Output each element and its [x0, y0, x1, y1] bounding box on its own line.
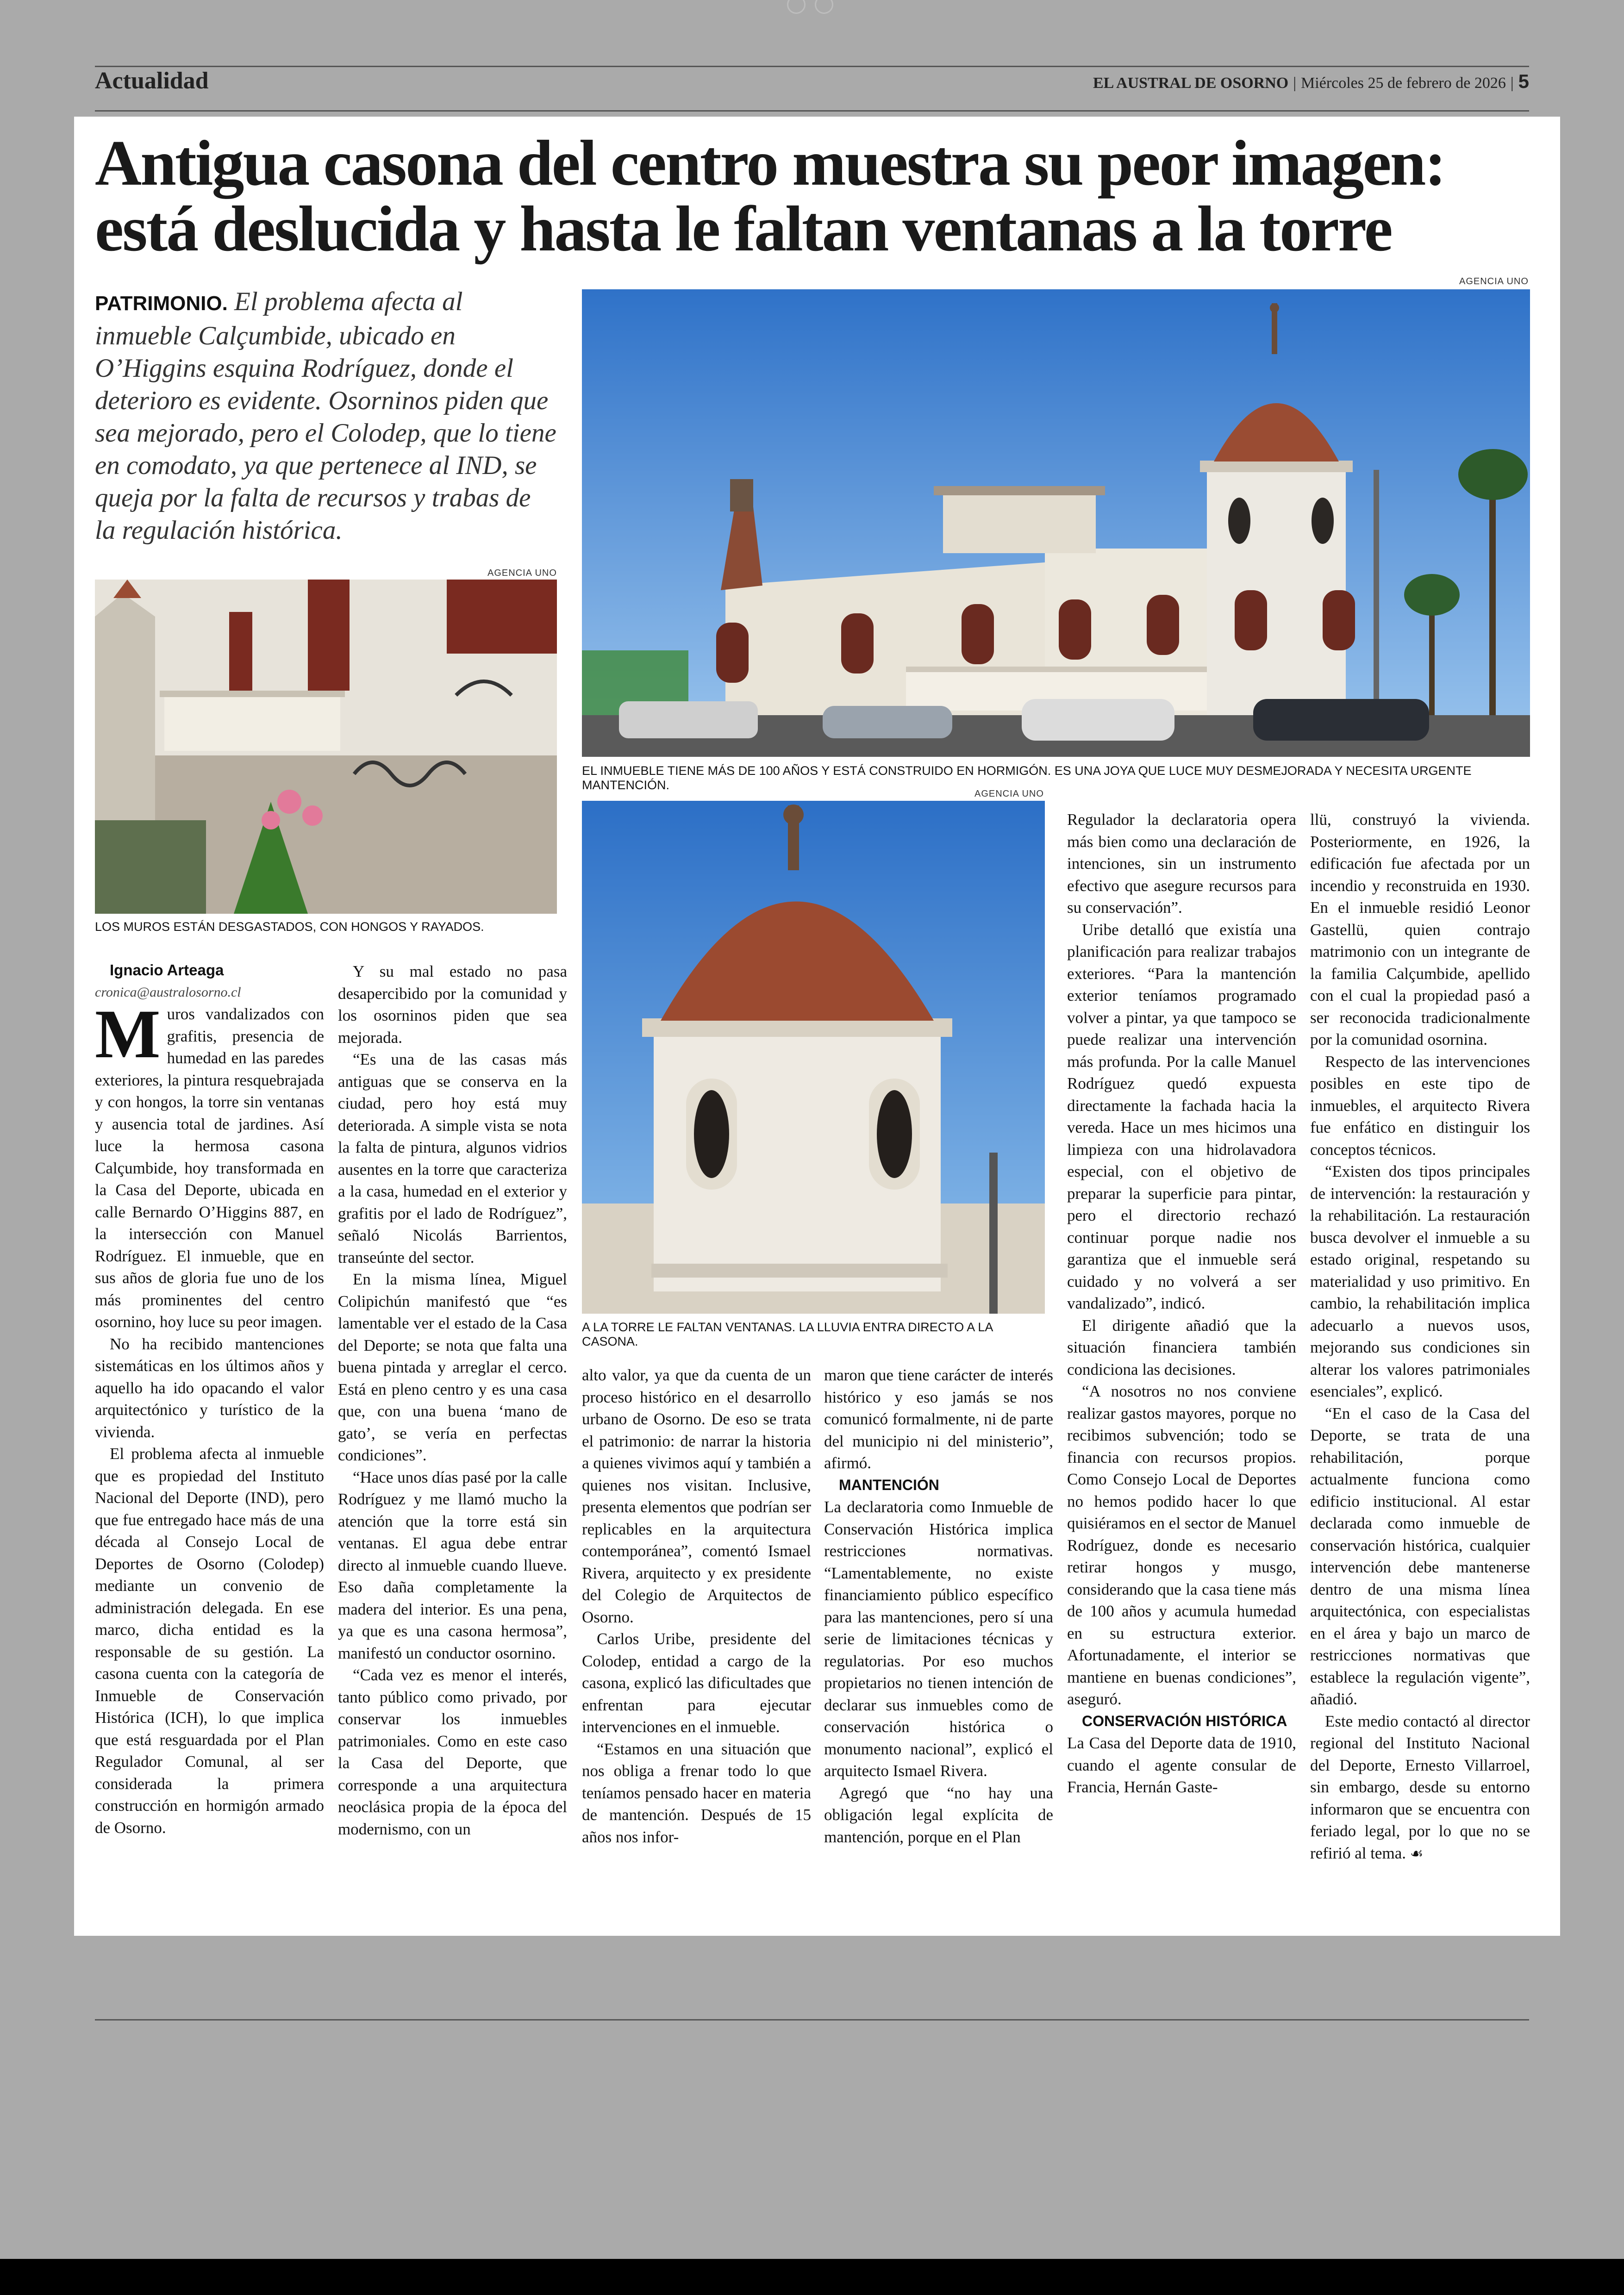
page-bottom-rule — [95, 2019, 1529, 2021]
dot-icon[interactable] — [787, 0, 806, 14]
subhead-conservacion: CONSERVACIÓN HISTÓRICA — [1082, 1712, 1287, 1729]
body-paragraph: “A nosotros no nos conviene realizar gastos mayores, porque no recibimos subvención; todo se financia con recursos propios. Como Consejo Local de Deportes no hemos podido hacer lo que quisiéramos en el sector de Manuel Rodríguez, donde es necesario retirar hongos y musgo, considerando que la casa tiene más de 100 años y acumula humedad en su estructura exterior. Afortunadamente, el interior se mantiene en buenas condiciones”, aseguró. — [1067, 1382, 1296, 1708]
kicker: PATRIMONIO. — [95, 292, 228, 315]
building-illustration — [582, 289, 1530, 757]
body-paragraph: “Estamos en una situación que nos obliga a frenar todo lo que teníamos pensado hacer en materia de mantención. Después de 15 años nos infor- — [582, 1740, 811, 1846]
lead-paragraph — [95, 286, 558, 547]
body-paragraph: La declaratoria como Inmueble de Conservación Histórica implica restricciones normativas. “Lamentablemente, no existe financiamiento público específico para las mantenciones, pero sí una serie de limitaciones técnicas y regulatorias. Por eso muchos propietarios no tienen intención de declarar sus inmuebles como de conservación histórica o monumento nacional”, explicó el arquitecto Ismael Rivera. — [824, 1498, 1053, 1780]
body-column-5 — [1067, 809, 1296, 1798]
drop-cap: M — [95, 996, 161, 1073]
body-paragraph: “Existen dos tipos principales de intervención: la restauración y la rehabilitación. La restauración busca devolver el inmueble a su estado original, respetando su materialidad y uso primitivo. En cambio, la rehabilitación implica adecuarlo a nuevos usos, mejorando sus condiciones sin alterar los valores patrimoniales esenciales”, explicó. — [1310, 1162, 1530, 1400]
body-column-6 — [1310, 809, 1530, 1865]
body-paragraph: El dirigente añadió que la situación financiera también condiciona las decisiones. — [1067, 1316, 1296, 1378]
body-paragraph: “En el caso de la Casa del Deporte, se trata de una rehabilitación, porque actualmente funciona como edificio institucional. Al estar declarada como inmueble de conservación histórica, cualquier intervención debe mantenerse dentro de una misma línea arquitectónica, con especialistas en el área y bajo un marco de restricciones normativas que establece la regulación vigente”, añadió. — [1310, 1404, 1530, 1708]
left-photo-caption: LOS MUROS ESTÁN DESGASTADOS, CON HONGOS Y RAYADOS. — [95, 920, 484, 934]
body-paragraph: maron que tiene carácter de interés histórico y eso jamás se nos comunicó formalmente, ni de parte del municipio ni del ministerio”, afirmó. — [824, 1366, 1053, 1472]
wall-illustration — [95, 580, 557, 914]
paragraph-text: Este medio contactó al director regional del Instituto Nacional del Deporte, Ernesto Villarroel, sin embargo, desde su entorno informaron que se encuentra con feriado legal, por lo que no se refirió al tema. — [1310, 1712, 1530, 1862]
byline-author: Ignacio Arteaga — [110, 961, 224, 979]
subhead-mantencion: MANTENCIÓN — [839, 1476, 939, 1493]
headline-line-1: Antigua casona del centro muestra su peor imagen: — [95, 127, 1445, 199]
body-column-1 — [95, 959, 324, 1839]
viewer-bottom-bar — [0, 2259, 1624, 2295]
headline — [95, 127, 1539, 265]
masthead-info — [1093, 70, 1529, 93]
body-paragraph: Agregó que “no hay una obligación legal explícita de mantención, porque en el Plan — [824, 1784, 1053, 1846]
header-separator: | — [1510, 75, 1514, 92]
wall-photo — [95, 580, 557, 914]
body-paragraph — [1310, 1710, 1530, 1865]
tower-photo-caption: A LA TORRE LE FALTAN VENTANAS. LA LLUVIA ENTRA DIRECTO A LA CASONA. — [582, 1320, 993, 1348]
body-paragraph: Carlos Uribe, presidente del Colodep, entidad a cargo de la casona, explicó las dificultades que enfrentan para ejecutar intervenciones en el inmueble. — [582, 1630, 811, 1736]
body-column-2 — [338, 960, 567, 1840]
body-paragraph: alto valor, ya que da cuenta de un proceso histórico en el desarrollo urbano de Osorno. De eso se trata el patrimonio: de narrar la historia a quienes vivimos aquí y también a quienes nos visitan. Inclusive, presenta elementos que podrían ser replicables en la arquitectura contemporánea”, comentó Ismael Rivera, arquitecto y ex presidente del Colegio de Arquitectos de Osorno. — [582, 1366, 811, 1626]
body-paragraph: Uribe detalló que existía una planificación para realizar trabajos exteriores. “Para la mantención exterior teníamos programado volver a pintar, ya que tampoco se puede realizar una intervención más profunda. Por la calle Manuel Rodríguez quedó expuesta directamente la fachada hacia la vereda. Hace un mes hicimos una limpieza con una hidrolavadora especial, con el objetivo de preparar la superficie para pintar, pero el directorio rechazó continuar porque nadie nos garantiza que el inmueble será cuidado y no volverá a ser vandalizado”, indicó. — [1067, 920, 1296, 1312]
tower-photo — [582, 801, 1045, 1314]
left-photo-credit: AGENCIA UNO — [487, 568, 557, 578]
body-paragraph: llü, construyó la vivienda. Posteriormente, en 1926, la edificación fue afectada por un incendio y reconstruida en 1930. En el inmueble residió Leonor Gastellü, quien contrajo matrimonio con un integrante de la familia Calçumbide, apellido con el cual la propiedad pasó a ser reconocida tradicionalmente por la comunidad osornina. — [1310, 811, 1530, 1048]
body-paragraph: Y su mal estado no pasa desapercibido por la comunidad y los osorninos piden que sea mejorada. — [338, 962, 567, 1047]
paragraph-text: uros vandalizados con grafitis, presencia de humedad en las paredes exteriores, la pintura resquebrajada y con hongos, la torre sin ventanas y ausencia total de jardines. Así luce la hermosa casona Calçumbide, hoy transformada en la Casa del Deporte, ubicada en calle Bernardo O’Higgins 887, en la intersección con Manuel Rodríguez. El inmueble, que en sus años de gloria fue uno de los más prominentes del centro osornino, hoy luce su peor imagen. — [95, 1005, 324, 1331]
body-paragraph — [95, 996, 324, 1333]
body-paragraph: El problema afecta al inmueble que es propiedad del Instituto Nacional del Deporte (IND), pero que fue entregado hace más de una década al Consejo Local de Deportes de Osorno (Colodep) mediante un convenio de administración delegada. En ese marco, dicha entidad es la responsable de su gestión. La casona cuenta con la categoría de Inmueble de Conservación Histórica (ICH), lo que implica que está resguardada por el Plan Regulador Comunal, al ser considerada la primera construcción en hormigón armado de Osorno. — [95, 1445, 324, 1837]
page-nav-dots[interactable] — [787, 0, 838, 14]
tower-illustration — [582, 801, 1045, 1314]
dot-icon[interactable] — [815, 0, 833, 14]
main-photo-caption: EL INMUEBLE TIENE MÁS DE 100 AÑOS Y ESTÁ CONSTRUIDO EN HORMIGÓN. ES UNA JOYA QUE LUCE MUY DESMEJORADA Y NECESITA URGENTE MANTENCIÓN. — [582, 764, 1472, 792]
publication-name: EL AUSTRAL DE OSORNO — [1093, 75, 1289, 92]
byline-email[interactable]: cronica@australosorno.cl — [95, 984, 241, 1000]
body-paragraph: La Casa del Deporte data de 1910, cuando el agente consular de Francia, Hernán Gaste- — [1067, 1734, 1296, 1796]
headline-line-2: está deslucida y hasta le faltan ventanas a la torre — [95, 193, 1392, 265]
body-paragraph: En la misma línea, Miguel Colipichún manifestó que “es lamentable ver el estado de la Casa del Deporte; se nota que falta una buena pintada y arreglar el cerco. Está en pleno centro y es una casa que, con una buena ‘mano de gato’, se vería en perfectas condiciones”. — [338, 1270, 567, 1464]
end-mark-icon: ☙ — [1410, 1845, 1424, 1862]
header-top-rule — [95, 66, 1529, 67]
section-label: Actualidad — [95, 68, 209, 94]
lead-text: El problema afecta al inmueble Calçumbide, ubicado en O’Higgins esquina Rodríguez, donde el deterioro es evidente. Osorninos piden que sea mejorado, pero el Colodep, que lo tiene en comodato, ya que pertenece al IND, se queja por la falta de recursos y trabas de la regulación histórica. — [95, 287, 556, 545]
header-separator: | — [1293, 75, 1297, 92]
main-photo — [582, 289, 1530, 757]
body-paragraph: “Cada vez es menor el interés, tanto público como privado, por conservar los inmuebles patrimoniales. Como en este caso la Casa del Deporte, que corresponde a una arquitectura neoclásica propia de la época del modernismo, con un — [338, 1666, 567, 1838]
body-column-4 — [824, 1364, 1053, 1848]
page-number: 5 — [1518, 70, 1529, 92]
body-paragraph: Respecto de las intervenciones posibles en este tipo de inmuebles, el arquitecto Rivera fue enfático en distinguir los conceptos técnicos. — [1310, 1052, 1530, 1159]
body-column-3 — [582, 1364, 811, 1848]
body-paragraph: “Hace unos días pasé por la calle Rodríguez y me llamó mucho la atención que la torre está sin ventanas. El agua debe entrar directo al inmueble cuando llueve. Eso daña completamente la madera del interior. Es una pena, ya que es una casona hermosa”, manifestó un conductor osornino. — [338, 1468, 567, 1662]
body-paragraph: No ha recibido mantenciones sistemáticas en los últimos años y aquello ha ido opacando el valor arquitectónico y turístico de la vivienda. — [95, 1335, 324, 1441]
edition-date: Miércoles 25 de febrero de 2026 — [1301, 75, 1506, 92]
body-paragraph: Regulador la declaratoria opera más bien como una declaración de intenciones, sin un instrumento efectivo que asegure recursos para su conservación”. — [1067, 811, 1296, 917]
body-paragraph: “Es una de las casas más antiguas que se conserva en la ciudad, pero hoy está muy deteriorada. A simple vista se nota la falta de pintura, algunos vidrios ausentes en la torre que caracteriza a la casa, humedad en el exterior y grafitis por el lado de Rodríguez”, señaló Nicolás Barrientos, transeúnte del sector. — [338, 1050, 567, 1266]
tower-photo-credit: AGENCIA UNO — [974, 789, 1044, 799]
header-bottom-rule — [95, 110, 1529, 112]
article-page — [74, 117, 1560, 1936]
main-photo-credit: AGENCIA UNO — [1459, 276, 1529, 287]
